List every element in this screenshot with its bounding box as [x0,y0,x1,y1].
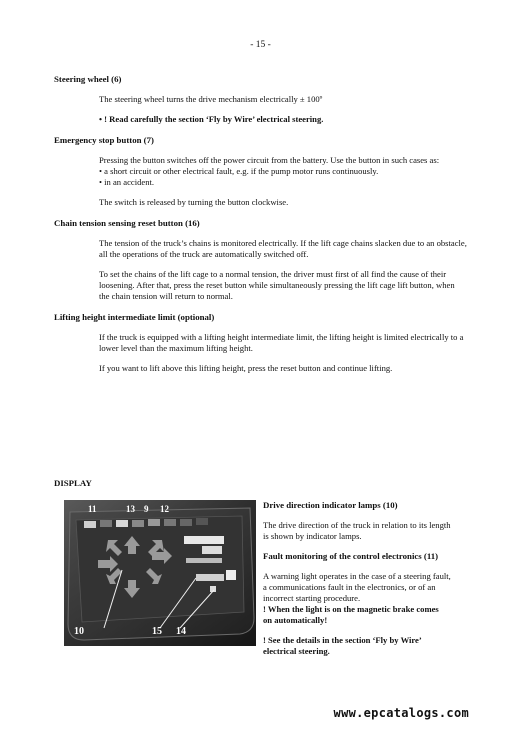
lifting-text-1a: If the truck is equipped with a lifting height intermediate limit, the lifting height is limited electrically to a [99,332,464,342]
steering-note: • ! Read carefully the section ‘Fly by Wire’ electrical steering. [99,114,324,124]
lifting-text-1b: lower level than the maximum lifting height. [99,343,253,353]
see-details-1: ! See the details in the section ‘Fly by Wire’ [263,635,422,645]
fault-text-2: a communications fault in the electronics, or of an [263,582,436,592]
chain-text-1b: all the operations of the truck are automatically switched off. [99,249,309,259]
fault-text-3: incorrect starting procedure. [263,593,361,603]
see-details-2: electrical steering. [263,646,330,656]
chain-text-2b: loosening. After that, press the reset button while simultaneously pressing the lift cage lift button, when [99,280,455,290]
heading-fault-monitoring: Fault monitoring of the control electronics (11) [263,551,439,561]
chain-text-2c: the chain tension will return to normal. [99,291,233,301]
chain-text-2a: To set the chains of the lift cage to a normal tension, the driver must first of all find the cause of their [99,269,447,279]
heading-chain-tension: Chain tension sensing reset button (16) [54,218,200,228]
drive-direction-2: is shown by indicator lamps. [263,531,362,541]
display-panel-photo [64,500,256,646]
callout-13: 13 [126,504,135,514]
emergency-line-3: • in an accident. [99,177,155,187]
fault-warning-1: ! When the light is on the magnetic brake comes [263,604,439,614]
emergency-line-2: • a short circuit or other electrical fault, e.g. if the pump motor runs continuously. [99,166,379,176]
fault-warning-2: on automatically! [263,615,328,625]
callout-9: 9 [144,504,149,514]
fault-text-1: A warning light operates in the case of a steering fault, [263,571,451,581]
page-number: - 15 - [250,40,271,50]
callout-14: 14 [176,626,186,637]
heading-drive-direction: Drive direction indicator lamps (10) [263,500,398,510]
callout-12: 12 [160,504,169,514]
chain-text-1a: The tension of the truck’s chains is monitored electrically. If the lift cage chains slacken due to an obstacle, [99,238,467,248]
heading-steering-wheel: Steering wheel (6) [54,74,122,84]
drive-direction-1: The drive direction of the truck in relation to its length [263,520,451,530]
callout-15: 15 [152,626,162,637]
emergency-line-1: Pressing the button switches off the power circuit from the battery. Use the button in such cases as: [99,155,440,165]
emergency-release-text: The switch is released by turning the button clockwise. [99,197,289,207]
lifting-text-2: If you want to lift above this lifting height, press the reset button and continue lifting. [99,363,393,373]
callout-10: 10 [74,626,84,637]
footer-watermark: www.epcatalogs.com [333,706,469,720]
heading-display: DISPLAY [54,478,92,488]
heading-emergency-stop: Emergency stop button (7) [54,135,154,145]
steering-text: The steering wheel turns the drive mechanism electrically ± 100º [99,94,323,104]
heading-lifting-height: Lifting height intermediate limit (optional) [54,312,215,322]
callout-11: 11 [88,504,97,514]
